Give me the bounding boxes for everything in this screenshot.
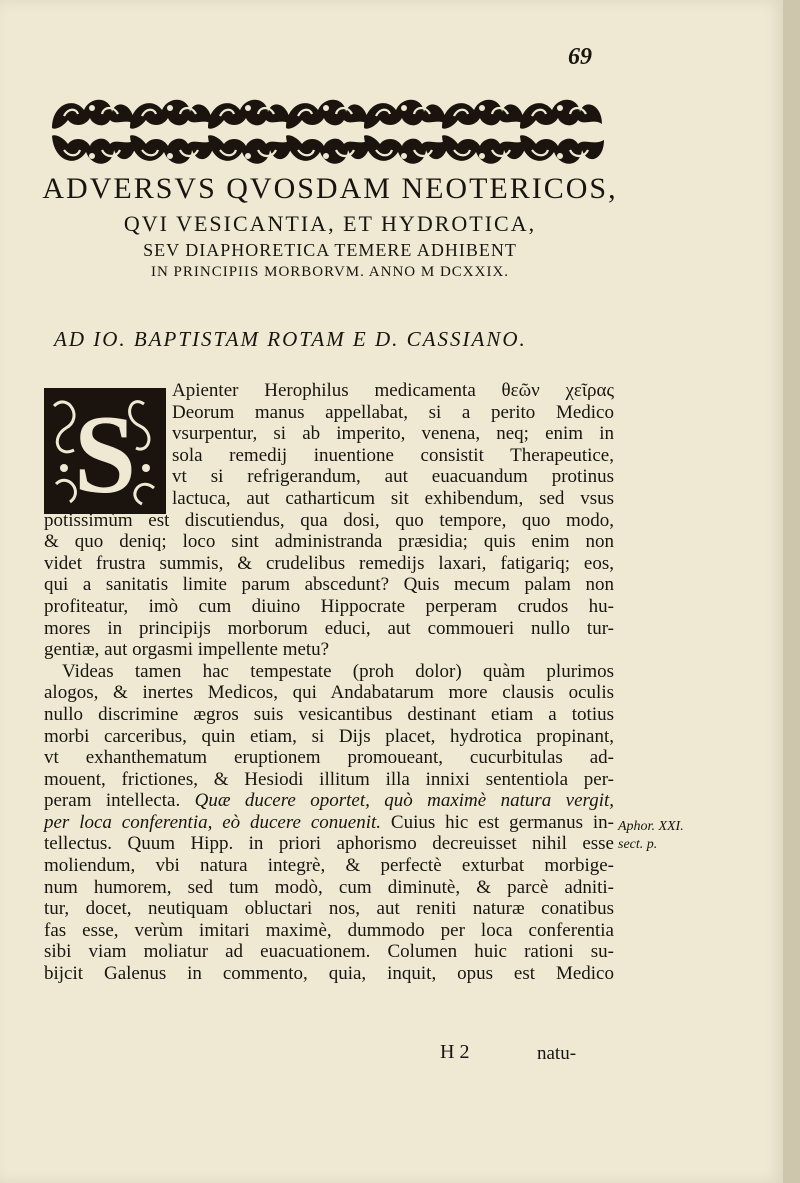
body-line — [44, 790, 614, 812]
body-line: potissimùm est discutiendus, qua dosi, quo tempore, quo modo, — [44, 509, 614, 531]
body-line: Deorum manus appellabat, si a perito Medico — [172, 401, 614, 423]
body-line: vt exhanthematum eruptionem promoueant, cucurbitulas ad- — [44, 747, 614, 769]
body-line: morbi carceribus, quin etiam, si Dijs placet, hydrotica propinant, — [44, 725, 614, 747]
quote-after: Cuius hic est germanus in- — [381, 811, 614, 833]
margin-note — [618, 818, 684, 854]
quote-part-1: Quæ ducere oportet, quò maximè natura vergit, — [194, 790, 614, 812]
body-line: tellectus. Quum Hipp. in priori aphorismo decreuisset nihil esse — [44, 833, 614, 855]
body-line: sibi viam moliatur ad euacuationem. Columen huic rationi su- — [44, 941, 614, 963]
body-line: sola remedij inuentione consistit Therapeutice, — [172, 444, 614, 466]
title-line-2: QVI VESICANTIA, ET HYDROTICA, — [123, 210, 537, 236]
body-line: bijcit Galenus in commento, quia, inquit, opus est Medico — [44, 963, 614, 985]
quote-part-2: per loca conferentia, eò ducere conuenit. — [44, 811, 382, 833]
page-edge — [783, 0, 800, 1183]
body-line: & quo deniq; loco sint administranda præsidia; quis enim non — [44, 531, 614, 553]
body-line: vt si refrigerandum, aut euacuandum protinus — [172, 466, 614, 488]
title-line-1: ADVERSVS QVOSDAM NEOTERICOS, — [42, 172, 618, 205]
margin-note-line-2: sect. p. — [618, 837, 658, 852]
body-line: mouent, frictiones, & Hesiodi illitum illa innixi sententiola per- — [44, 768, 614, 790]
title-line-4: IN PRINCIPIIS MORBORVM. ANNO M DCXXIX. — [150, 264, 510, 281]
title-line-3: SEV DIAPHORETICA TEMERE ADHIBENT — [143, 239, 517, 260]
signature-mark: H 2 — [440, 1041, 470, 1063]
body-line: qui a sanitatis limite parum abscedunt? Quis mecum palam non — [44, 574, 614, 596]
body-text — [44, 380, 614, 985]
body-line: alogos, & inertes Medicos, qui Andabatarum more clausis oculis — [44, 682, 614, 704]
body-line: num humorem, sed tum modò, cum diminutè, & parcè adniti- — [44, 876, 614, 898]
dedication: AD IO. BAPTISTAM ROTAM E D. CASSIANO. — [54, 327, 527, 351]
chapter-title — [40, 172, 620, 282]
body-line: mores in principijs morborum educi, aut commoueri nullo tur- — [44, 617, 614, 639]
body-line: lactuca, aut catharticum sit exhibendum, sed vsus — [172, 487, 614, 509]
body-line: Apienter Herophilus medicamenta θεῶν χεῖρας — [172, 380, 614, 401]
ornament-band — [46, 90, 608, 172]
dropcap-glyph: S — [73, 393, 137, 514]
body-line: nullo discrimine ægros suis vesicantibus destinant etiam a totius — [44, 703, 614, 725]
body-line: videt frustra summis, & crudelibus remedijs laxari, fatigariq; eos, — [44, 552, 614, 574]
body-line: Videas tamen hac tempestate (proh dolor) quàm plurimos — [62, 660, 614, 682]
page-number: 69 — [568, 44, 592, 70]
catchword: natu- — [537, 1043, 577, 1064]
body-line-start: peram intellecta. — [44, 790, 181, 812]
body-line: fas esse, verùm imitari maximè, dummodo per loca conferentia — [44, 919, 614, 941]
body-line — [44, 812, 614, 834]
body-line: tur, docet, neutiquam obluctari nos, aut reniti naturæ conatibus — [44, 898, 614, 920]
margin-note-line-1: Aphor. XXI. — [618, 819, 684, 834]
body-line: vsurpentur, si ab imperito, venena, neq; enim in — [172, 423, 614, 445]
body-line: moliendum, vbi natura integrè, & perfectè exturbat morbige- — [44, 855, 614, 877]
body-line: profiteatur, imò cum diuino Hippocrate perperam crudos hu- — [44, 595, 614, 617]
body-line: gentiæ, aut orgasmi impellente metu? — [44, 639, 330, 661]
